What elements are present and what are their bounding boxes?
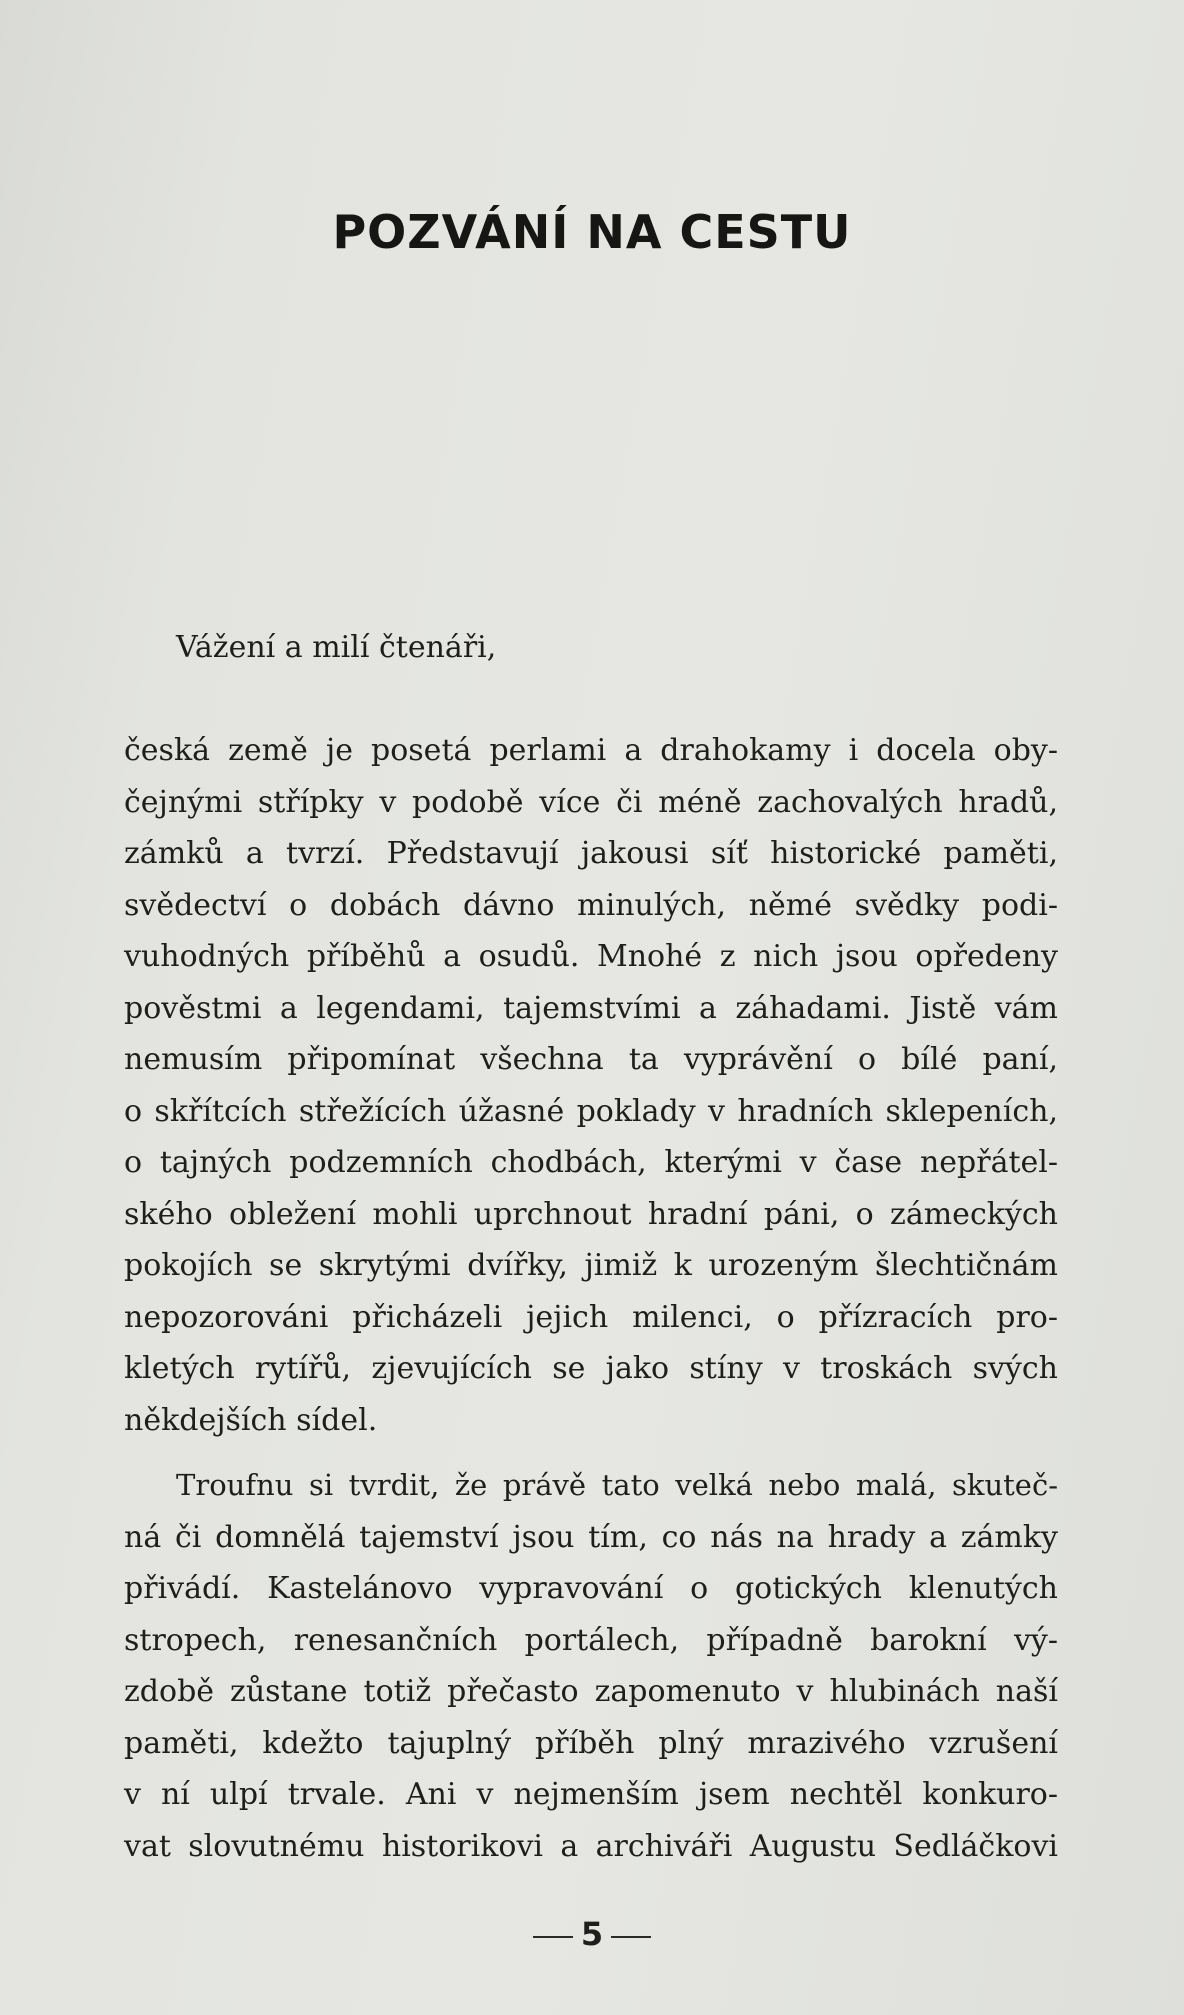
paragraph-1 bbox=[124, 725, 1058, 1446]
text-line: svědectví o dobách dávno minulých, němé svědky podi- bbox=[124, 887, 1058, 923]
text-line: nemusím připomínat všechna ta vyprávění o bílé paní, bbox=[124, 1042, 1058, 1077]
text-line: paměti, kdežto tajuplný příběh plný mrazivého vzrušení bbox=[124, 1725, 1058, 1761]
text-line: o skřítcích střežících úžasné poklady v hradních sklepeních, bbox=[124, 1093, 1058, 1129]
text-line: kletých rytířů, zjevujících se jako stíny v troskách svých bbox=[124, 1351, 1058, 1386]
text-line: ná či domnělá tajemství jsou tím, co nás na hrady a zámky bbox=[124, 1519, 1058, 1555]
text-line: čejnými střípky v podobě více či méně zachovalých hradů, bbox=[124, 784, 1058, 820]
text-line: přivádí. Kastelánovo vypravování o gotických klenutých bbox=[124, 1571, 1058, 1606]
text-line: zámků a tvrzí. Představují jakousi síť historické paměti, bbox=[124, 836, 1058, 871]
text-line: nepozorováni přicházeli jejich milenci, o přízracích pro- bbox=[124, 1299, 1058, 1335]
paragraph-2 bbox=[124, 1460, 1058, 1872]
text-line: ského obležení mohli uprchnout hradní páni, o zámeckých bbox=[124, 1196, 1058, 1232]
text-line: vuhodných příběhů a osudů. Mnohé z nich jsou opředeny bbox=[124, 939, 1058, 974]
chapter-title: POZVÁNÍ NA CESTU bbox=[332, 205, 852, 259]
text-line: česká země je posetá perlami a drahokamy i docela oby- bbox=[124, 733, 1058, 768]
text-line: v ní ulpí trvale. Ani v nejmenším jsem nechtěl konkuro- bbox=[124, 1777, 1058, 1812]
page-number bbox=[0, 1915, 1184, 1953]
folio-dash-left bbox=[533, 1936, 573, 1938]
text-line: pověstmi a legendami, tajemstvími a záhadami. Jistě vám bbox=[124, 990, 1058, 1026]
text-line: stropech, renesančních portálech, případně barokní vý- bbox=[124, 1622, 1058, 1658]
folio-dash-right bbox=[611, 1936, 651, 1938]
text-line: vat slovutnému historikovi a archiváři Augustu Sedláčkovi bbox=[124, 1828, 1058, 1864]
text-line: Troufnu si tvrdit, že právě tato velká nebo malá, skuteč- bbox=[176, 1468, 1058, 1502]
text-line: někdejších sídel. bbox=[124, 1402, 378, 1438]
salutation: Vážení a milí čtenáři, bbox=[176, 630, 497, 665]
text-line: pokojích se skrytými dvířky, jimiž k urozeným šlechtičnám bbox=[124, 1248, 1058, 1283]
text-line: o tajných podzemních chodbách, kterými v čase nepřátel- bbox=[124, 1145, 1058, 1180]
text-line: zdobě zůstane totiž přečasto zapomenuto v hlubinách naší bbox=[124, 1674, 1058, 1709]
page-number-value: 5 bbox=[580, 1915, 604, 1953]
